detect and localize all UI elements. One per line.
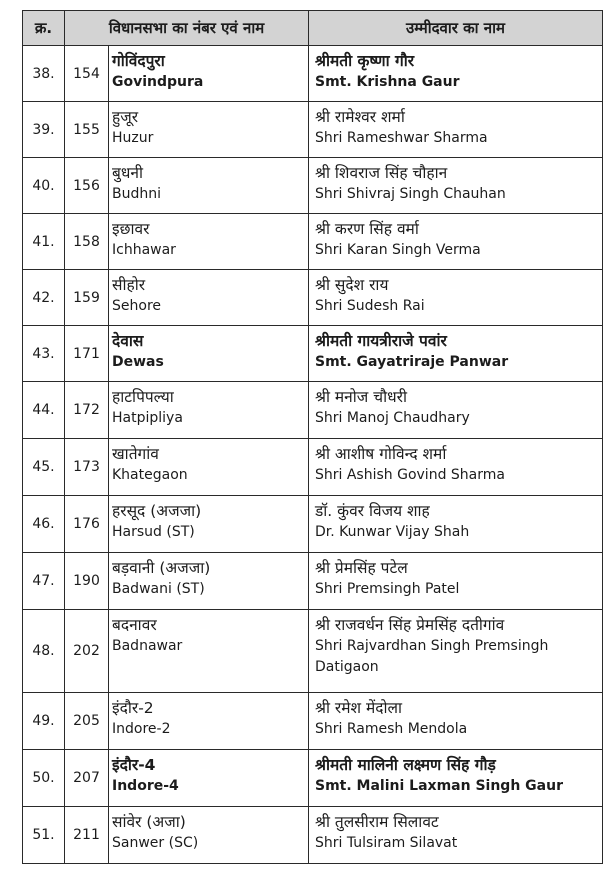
constituency-number: 205: [65, 693, 109, 750]
constituency-name-english: Indore-2: [112, 721, 171, 737]
candidate-cell: [309, 214, 603, 270]
candidate-name-hindi: श्री राजवर्धन सिंह प्रेमसिंह दतीगांव: [315, 616, 505, 634]
serial-number: 43.: [23, 326, 65, 382]
constituency-cell: [109, 214, 309, 270]
table-row: [23, 439, 603, 496]
candidate-name-hindi: श्री शिवराज सिंह चौहान: [315, 164, 448, 182]
constituency-cell: [109, 693, 309, 750]
serial-number: 38.: [23, 46, 65, 102]
constituency-cell: [109, 382, 309, 439]
table-row: [23, 553, 603, 610]
header-serial: क्र.: [23, 11, 65, 46]
constituency-name-hindi: हाटपिपल्या: [112, 388, 174, 406]
candidate-name-english: Shri Ramesh Mendola: [315, 721, 468, 737]
constituency-number: 158: [65, 214, 109, 270]
candidate-name-english: Shri Shivraj Singh Chauhan: [315, 186, 506, 202]
candidate-name-hindi: श्री रमेश मेंदोला: [315, 699, 403, 717]
serial-number: 42.: [23, 270, 65, 326]
table-row: [23, 158, 603, 214]
constituency-name-english: Harsud (ST): [112, 524, 195, 540]
serial-number: 47.: [23, 553, 65, 610]
header-candidate: उम्मीदवार का नाम: [309, 11, 603, 46]
candidate-name-hindi: श्रीमती कृष्णा गौर: [315, 52, 415, 70]
table-row: [23, 610, 603, 693]
candidate-name-english: Dr. Kunwar Vijay Shah: [315, 524, 470, 540]
candidate-name-hindi: श्री सुदेश राय: [315, 276, 389, 294]
table-row: [23, 496, 603, 553]
candidate-name-english: Smt. Gayatriraje Panwar: [315, 354, 509, 370]
candidate-name-english: Shri Karan Singh Verma: [315, 242, 481, 258]
constituency-cell: [109, 496, 309, 553]
candidate-cell: [309, 610, 603, 693]
candidate-cell: [309, 270, 603, 326]
candidate-cell: [309, 553, 603, 610]
serial-number: 45.: [23, 439, 65, 496]
constituency-name-hindi: बदनावर: [112, 616, 157, 634]
constituency-cell: [109, 439, 309, 496]
candidate-name-hindi: डॉ. कुंवर विजय शाह: [315, 502, 430, 520]
table-row: [23, 693, 603, 750]
constituency-name-english: Hatpipliya: [112, 410, 183, 426]
table-row: [23, 46, 603, 102]
constituency-name-english: Badwani (ST): [112, 581, 205, 597]
table-row: [23, 750, 603, 807]
constituency-number: 172: [65, 382, 109, 439]
constituency-name-hindi: इंदौर-2: [112, 699, 154, 717]
serial-number: 46.: [23, 496, 65, 553]
serial-number: 40.: [23, 158, 65, 214]
serial-number: 41.: [23, 214, 65, 270]
header-row: [23, 11, 603, 46]
candidate-name-english: Shri Ashish Govind Sharma: [315, 467, 505, 483]
constituency-name-english: Badnawar: [112, 638, 183, 654]
candidate-name-hindi: श्री आशीष गोविन्द शर्मा: [315, 445, 447, 463]
candidate-name-english: Smt. Malini Laxman Singh Gaur: [315, 778, 563, 794]
candidate-name-hindi: श्री करण सिंह वर्मा: [315, 220, 419, 238]
candidate-cell: [309, 326, 603, 382]
constituency-cell: [109, 326, 309, 382]
candidate-cell: [309, 46, 603, 102]
constituency-cell: [109, 750, 309, 807]
constituency-cell: [109, 46, 309, 102]
constituency-name-hindi: बड़वानी (अजजा): [112, 559, 211, 577]
constituency-name-english: Ichhawar: [112, 242, 176, 258]
constituency-number: 171: [65, 326, 109, 382]
constituency-name-english: Khategaon: [112, 467, 188, 483]
constituency-number: 156: [65, 158, 109, 214]
constituency-name-english: Huzur: [112, 130, 154, 146]
constituency-number: 159: [65, 270, 109, 326]
constituency-number: 190: [65, 553, 109, 610]
constituency-number: 211: [65, 807, 109, 864]
candidate-name-hindi: श्रीमती मालिनी लक्ष्मण सिंह गौड़: [315, 756, 496, 774]
serial-number: 51.: [23, 807, 65, 864]
constituency-name-english: Govindpura: [112, 74, 204, 90]
candidate-name-english: Shri Sudesh Rai: [315, 298, 425, 314]
candidate-name-english: Shri Premsingh Patel: [315, 581, 460, 597]
constituency-name-english: Sehore: [112, 298, 161, 314]
constituency-name-hindi: हरसूद (अजजा): [112, 502, 202, 520]
constituency-name-english: Sanwer (SC): [112, 835, 199, 851]
candidate-cell: [309, 750, 603, 807]
table-row: [23, 382, 603, 439]
constituency-cell: [109, 807, 309, 864]
table-row: [23, 214, 603, 270]
candidate-name-english: Shri Manoj Chaudhary: [315, 410, 470, 426]
constituency-name-english: Dewas: [112, 354, 164, 370]
constituency-number: 202: [65, 610, 109, 693]
candidate-cell: [309, 496, 603, 553]
constituency-name-english: Budhni: [112, 186, 161, 202]
candidate-name-hindi: श्री मनोज चौधरी: [315, 388, 407, 406]
candidate-name-english: Shri Rajvardhan Singh Premsingh Datigaon: [315, 638, 549, 675]
candidate-name-hindi: श्रीमती गायत्रीराजे पवांर: [315, 332, 447, 350]
constituency-name-hindi: इंदौर-4: [112, 756, 156, 774]
candidate-cell: [309, 693, 603, 750]
serial-number: 44.: [23, 382, 65, 439]
serial-number: 48.: [23, 610, 65, 693]
constituency-name-hindi: बुधनी: [112, 164, 144, 182]
candidate-cell: [309, 439, 603, 496]
constituency-name-hindi: सीहोर: [112, 276, 146, 294]
constituency-number: 176: [65, 496, 109, 553]
candidate-cell: [309, 158, 603, 214]
constituency-name-hindi: इछावर: [112, 220, 150, 238]
serial-number: 39.: [23, 102, 65, 158]
candidate-cell: [309, 102, 603, 158]
serial-number: 50.: [23, 750, 65, 807]
constituency-cell: [109, 102, 309, 158]
candidate-name-english: Shri Tulsiram Silavat: [315, 835, 458, 851]
header-constituency: विधानसभा का नंबर एवं नाम: [65, 11, 309, 46]
serial-number: 49.: [23, 693, 65, 750]
constituency-number: 155: [65, 102, 109, 158]
candidate-name-hindi: श्री तुलसीराम सिलावट: [315, 813, 439, 831]
constituency-name-hindi: सांवेर (अजा): [112, 813, 186, 831]
constituency-cell: [109, 553, 309, 610]
constituency-number: 173: [65, 439, 109, 496]
constituency-cell: [109, 270, 309, 326]
table-row: [23, 326, 603, 382]
candidate-table: [22, 10, 603, 864]
candidate-cell: [309, 382, 603, 439]
table-row: [23, 270, 603, 326]
table-row: [23, 102, 603, 158]
candidate-name-hindi: श्री रामेश्वर शर्मा: [315, 108, 405, 126]
constituency-cell: [109, 158, 309, 214]
constituency-number: 154: [65, 46, 109, 102]
candidate-name-english: Shri Rameshwar Sharma: [315, 130, 488, 146]
constituency-name-english: Indore-4: [112, 778, 179, 794]
candidate-cell: [309, 807, 603, 864]
constituency-name-hindi: गोविंदपुरा: [112, 52, 165, 70]
constituency-name-hindi: हुजूर: [112, 108, 139, 126]
candidate-name-hindi: श्री प्रेमसिंह पटेल: [315, 559, 408, 577]
constituency-name-hindi: खातेगांव: [112, 445, 159, 463]
constituency-number: 207: [65, 750, 109, 807]
constituency-cell: [109, 610, 309, 693]
constituency-name-hindi: देवास: [112, 332, 144, 350]
table-row: [23, 807, 603, 864]
candidate-name-english: Smt. Krishna Gaur: [315, 74, 460, 90]
